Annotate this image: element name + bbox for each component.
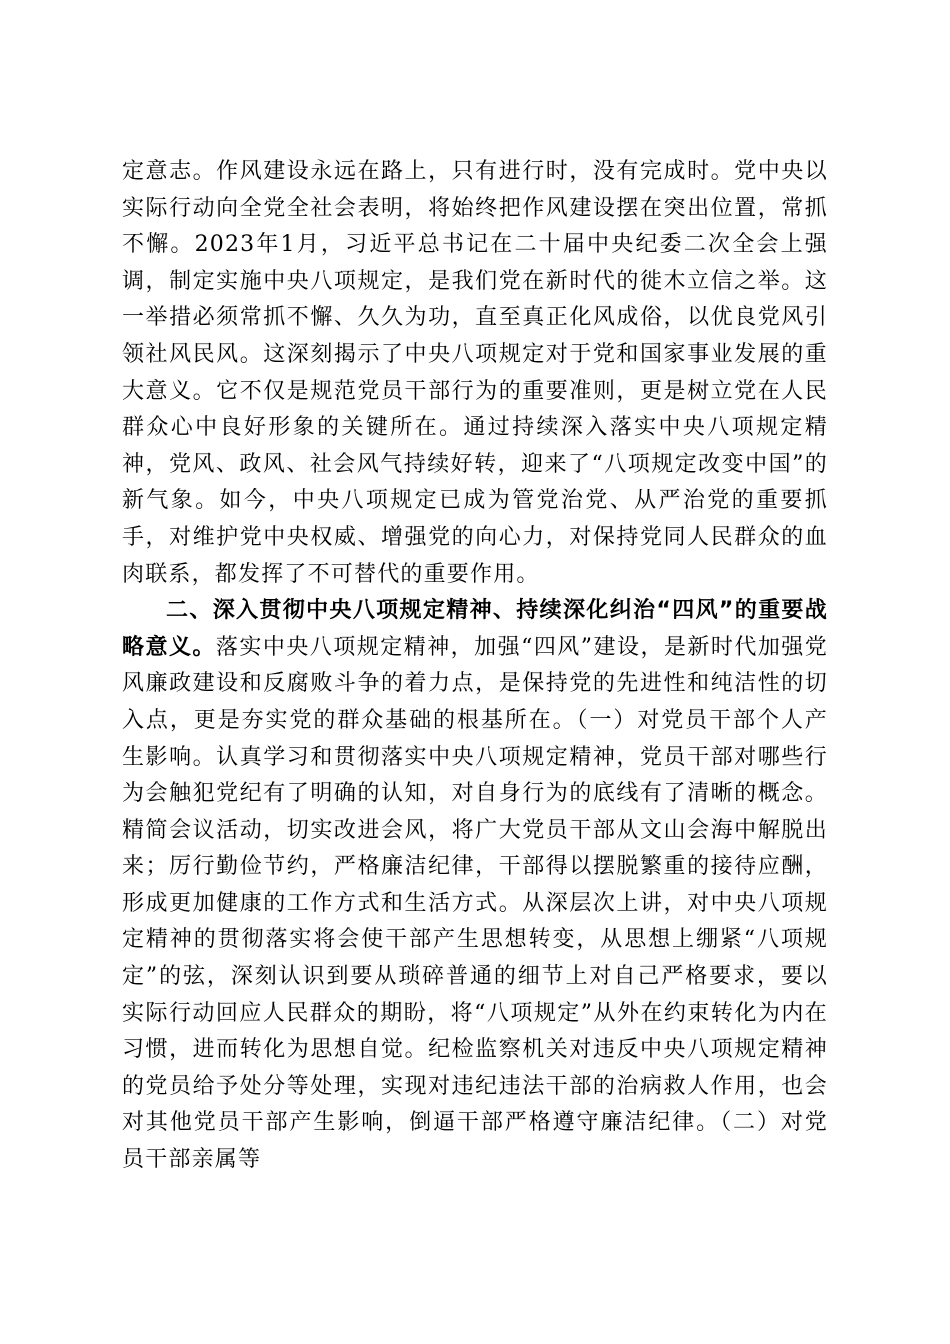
section-heading: 二、深入贯彻中央八项规定精神、持续深化纠治“四风”的重要战略意义。 [122,598,828,660]
paragraph-1: 定意志。作风建设永远在路上，只有进行时，没有完成时。党中央以实际行动向全党全社会表明，将始终把作风建设摆在突出位置，常抓不懈。2023年1月，习近平总书记在二十届中央纪委二次全会上强调，制定实施中央八项规定，是我们党在新时代的徙木立信之举。这一举措必须常抓不懈、久久为功，直至真正化风成俗，以优良党风引领社风民风。这深刻揭示了中央八项规定对于党和国家事业发展的重大意义。它不仅是规范党员干部行为的重要准则，更是树立党在人民群众心中良好形象的关键所在。通过持续深入落实中央八项规定精神，党风、政风、社会风气持续好转，迎来了“八项规定改变中国”的新气象。如今，中央八项规定已成为管党治党、从严治党的重要抓手，对维护党中央权威、增强党的向心力，对保持党同人民群众的血肉联系，都发挥了不可替代的重要作用。 [122,159,828,587]
document-body [122,154,828,1179]
paragraph-2 [122,593,828,1179]
paragraph-2-body: 落实中央八项规定精神，加强“四风”建设，是新时代加强党风廉政建设和反腐败斗争的着力点，是保持党的先进性和纯洁性的切入点，更是夯实党的群众基础的根基所在。（一）对党员干部个人产生影响。认真学习和贯彻落实中央八项规定精神，党员干部对哪些行为会触犯党纪有了明确的认知，对自身行为的底线有了清晰的概念。精简会议活动，切实改进会风，将广大党员干部从文山会海中解脱出来；厉行勤俭节约，严格廉洁纪律，干部得以摆脱繁重的接待应酬，形成更加健康的工作方式和生活方式。从深层次上讲，对中央八项规定精神的贯彻落实将会使干部产生思想转变，从思想上绷紧“八项规定”的弦，深刻认识到要从琐碎普通的细节上对自己严格要求，要以实际行动回应人民群众的期盼，将“八项规定”从外在约束转化为内在习惯，进而转化为思想自觉。纪检监察机关对违反中央八项规定精神的党员给予处分等处理，实现对违纪违法干部的治病救人作用，也会对其他党员干部产生影响，倒逼干部严格遵守廉洁纪律。（二）对党员干部亲属等 [122,634,828,1173]
